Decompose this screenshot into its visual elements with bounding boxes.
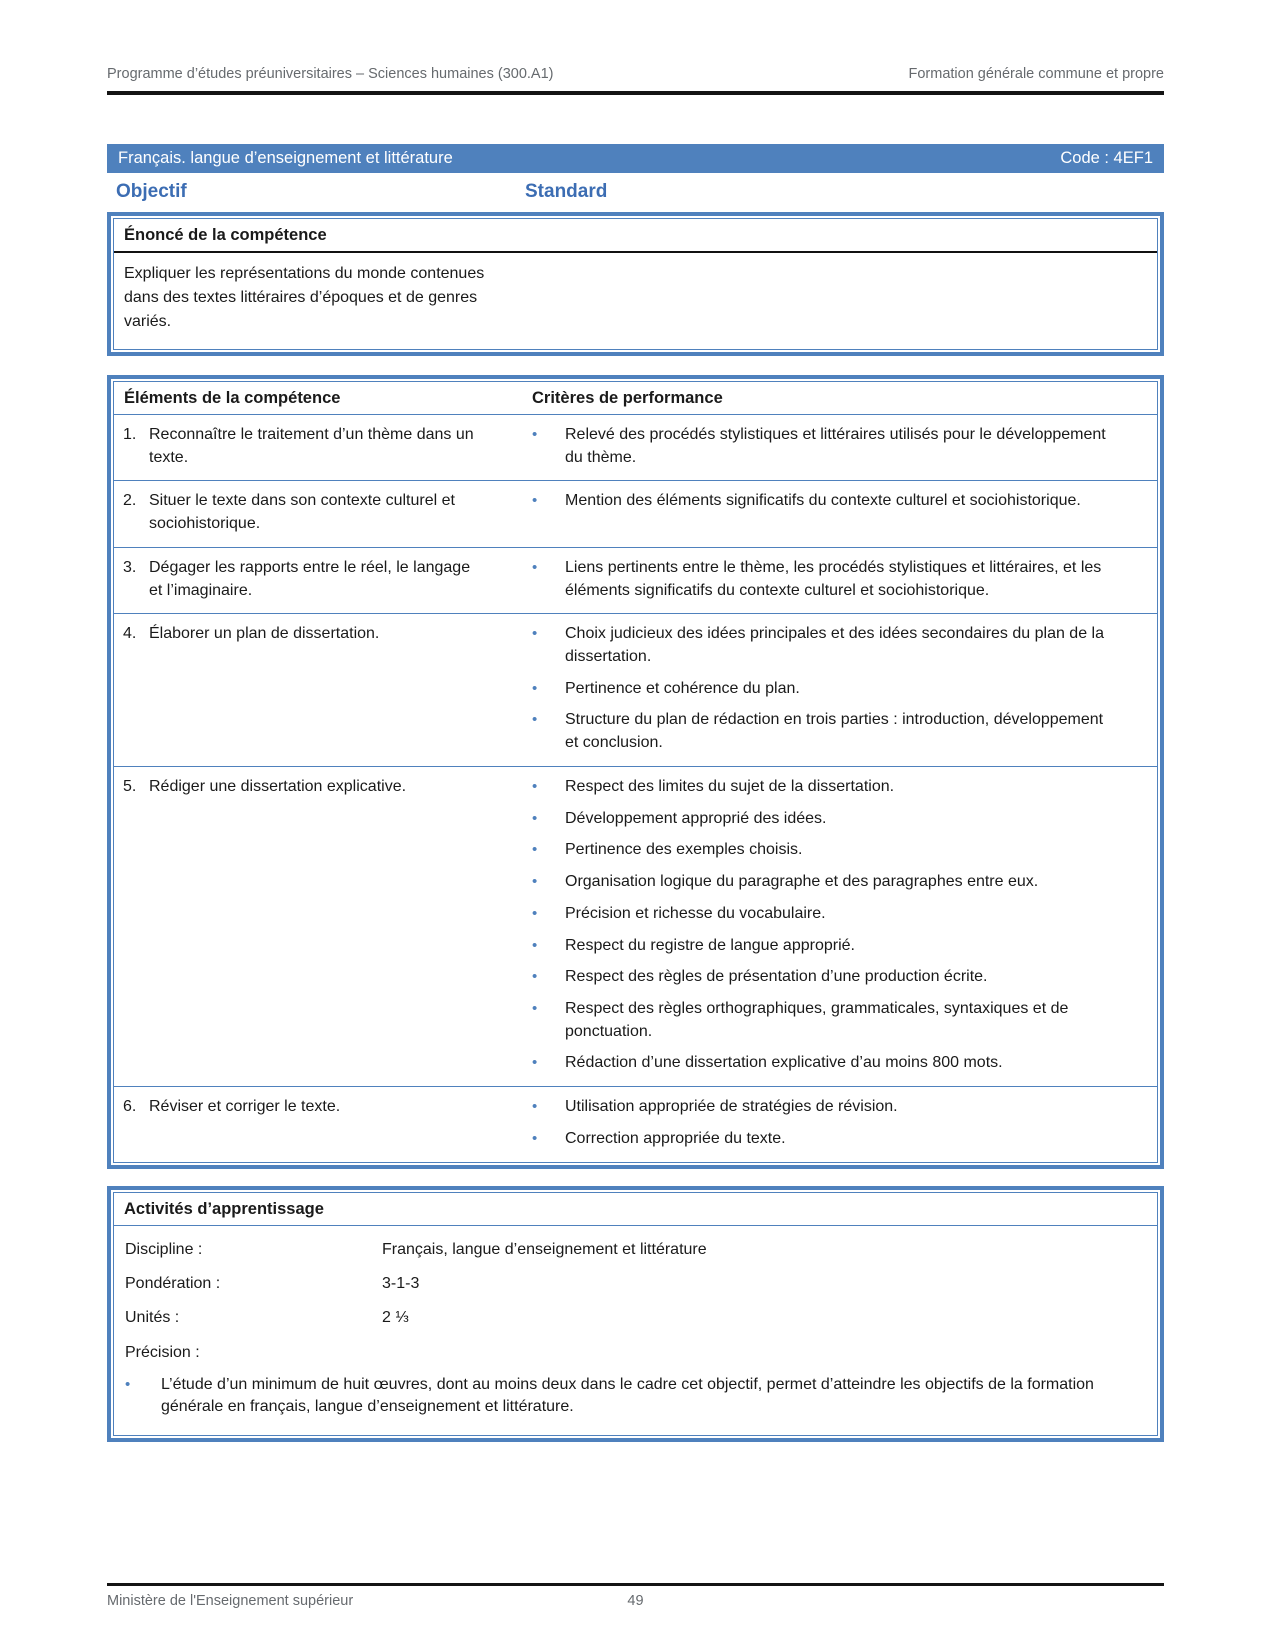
bullet-icon: • bbox=[532, 841, 538, 859]
header-left-text: Programme d’études préuniversitaires – Sciences humaines (300.A1) bbox=[107, 66, 554, 82]
criteria-item bbox=[532, 808, 1143, 831]
bullet-icon: • bbox=[532, 809, 538, 827]
criteria-text: L’étude d’un minimum de huit œuvres, dont au moins deux dans le cadre cet objectif, permet d’atteindre les objectifs de la formation générale en français, langue d’enseignement et littérature. bbox=[161, 1375, 1094, 1416]
criteria-text: Structure du plan de rédaction en trois parties : introduction, développement et conclusion. bbox=[565, 711, 1104, 752]
activites-table bbox=[107, 1186, 1164, 1442]
criteria-text: Précision et richesse du vocabulaire. bbox=[565, 904, 826, 922]
bullet-icon: • bbox=[532, 904, 538, 922]
criteres-header: Critères de performance bbox=[532, 389, 723, 407]
criteria-cell bbox=[532, 776, 1157, 1075]
criteria-text: Développement approprié des idées. bbox=[565, 809, 827, 827]
bullet-icon: • bbox=[125, 1375, 131, 1393]
objectif-heading: Objectif bbox=[116, 181, 187, 202]
criteria-text: Respect du registre de langue approprié. bbox=[565, 936, 855, 954]
element-text: Élaborer un plan de dissertation. bbox=[149, 625, 380, 643]
activity-field bbox=[114, 1264, 1157, 1298]
competence-row bbox=[114, 548, 1157, 614]
header-right-text: Formation générale commune et propre bbox=[908, 66, 1164, 82]
activity-field-value: Français, langue d’enseignement et littérature bbox=[382, 1240, 707, 1258]
page-number: 49 bbox=[627, 1593, 644, 1609]
criteria-item bbox=[532, 490, 1143, 513]
competence-row bbox=[114, 767, 1157, 1087]
competence-rows bbox=[114, 415, 1157, 1162]
criteria-text: Pertinence et cohérence du plan. bbox=[565, 679, 800, 697]
criteria-text: Pertinence des exemples choisis. bbox=[565, 841, 803, 859]
competence-row bbox=[114, 1087, 1157, 1161]
element-text: Dégager les rapports entre le réel, le langage et l’imaginaire. bbox=[149, 558, 471, 599]
bullet-icon: • bbox=[532, 426, 538, 443]
bullet-icon: • bbox=[532, 936, 538, 954]
element-number: 3. bbox=[123, 558, 137, 576]
bullet-icon: • bbox=[532, 968, 538, 986]
element-cell bbox=[114, 1096, 532, 1150]
element-cell bbox=[114, 490, 532, 535]
element-number: 6. bbox=[123, 1098, 137, 1116]
page-footer bbox=[107, 1583, 1164, 1609]
document-content bbox=[107, 144, 1164, 1442]
criteria-item bbox=[532, 903, 1143, 926]
bullet-icon: • bbox=[532, 492, 538, 510]
bullet-icon: • bbox=[532, 1054, 538, 1072]
bullet-icon: • bbox=[532, 558, 538, 576]
enonce-header: Énoncé de la compétence bbox=[114, 219, 1157, 253]
enonce-body: Expliquer les représentations du monde contenues dans des textes littéraires d’époques et de genres variés. bbox=[124, 265, 485, 330]
element-number: 1. bbox=[123, 426, 137, 443]
activity-field-value: 3-1-3 bbox=[382, 1274, 420, 1292]
criteria-text: Respect des limites du sujet de la dissertation. bbox=[565, 777, 895, 795]
activity-field-value: 2 ⅓ bbox=[382, 1308, 409, 1326]
enonce-table bbox=[107, 212, 1164, 356]
element-number: 5. bbox=[123, 777, 137, 795]
bullet-icon: • bbox=[532, 625, 538, 643]
criteria-text: Mention des éléments significatifs du contexte culturel et sociohistorique. bbox=[565, 492, 1081, 510]
element-cell bbox=[114, 776, 532, 1075]
criteria-text: Respect des règles de présentation d’une production écrite. bbox=[565, 968, 988, 986]
bullet-icon: • bbox=[532, 873, 538, 891]
criteria-cell bbox=[532, 557, 1157, 602]
criteria-text: Liens pertinents entre le thème, les procédés stylistiques et littéraires, et les éléments significatifs du contexte culturel et sociohistorique. bbox=[565, 558, 1102, 599]
element-text: Reconnaître le traitement d’un thème dans un texte. bbox=[149, 426, 474, 466]
activites-header: Activités d’apprentissage bbox=[114, 1193, 1157, 1226]
bullet-icon: • bbox=[532, 711, 538, 729]
bullet-icon: • bbox=[532, 1129, 538, 1147]
criteria-cell bbox=[532, 490, 1157, 535]
competence-table-header bbox=[114, 382, 1157, 415]
element-cell bbox=[114, 424, 532, 469]
competence-table bbox=[107, 375, 1164, 1169]
criteria-item bbox=[532, 871, 1143, 894]
precision-label: Précision : bbox=[125, 1343, 200, 1361]
activity-field bbox=[114, 1298, 1157, 1332]
activity-field bbox=[114, 1230, 1157, 1264]
precision-list bbox=[114, 1368, 1157, 1425]
criteria-item bbox=[532, 557, 1143, 602]
criteria-item bbox=[532, 623, 1143, 668]
activity-field-label: Discipline : bbox=[125, 1240, 203, 1258]
column-headings bbox=[107, 178, 1164, 212]
criteria-item bbox=[532, 1052, 1143, 1075]
criteria-item bbox=[532, 424, 1143, 469]
element-cell bbox=[114, 557, 532, 602]
criteria-text: Respect des règles orthographiques, grammaticales, syntaxiques et de ponctuation. bbox=[565, 999, 1069, 1040]
criteria-cell bbox=[532, 1096, 1157, 1150]
page-header bbox=[107, 66, 1164, 95]
bullet-icon: • bbox=[532, 999, 538, 1017]
criteria-cell bbox=[532, 424, 1157, 469]
criteria-text: Relevé des procédés stylistiques et littéraires utilisés pour le développement du thème. bbox=[565, 426, 1106, 466]
criteria-text: Choix judicieux des idées principales et des idées secondaires du plan de la dissertation. bbox=[565, 625, 1104, 666]
activites-fields bbox=[114, 1230, 1157, 1332]
criteria-item bbox=[532, 966, 1143, 989]
criteria-item bbox=[532, 998, 1143, 1043]
element-text: Situer le texte dans son contexte culturel et sociohistorique. bbox=[149, 492, 455, 533]
bullet-icon: • bbox=[532, 1098, 538, 1116]
criteria-text: Correction appropriée du texte. bbox=[565, 1129, 786, 1147]
activites-body bbox=[114, 1226, 1157, 1435]
criteria-item bbox=[532, 839, 1143, 862]
criteria-item bbox=[532, 1096, 1143, 1119]
criteria-item bbox=[532, 1128, 1143, 1151]
title-banner bbox=[107, 144, 1164, 173]
footer-left-text: Ministère de l'Enseignement supérieur bbox=[107, 1593, 354, 1609]
elements-header: Éléments de la compétence bbox=[124, 389, 341, 407]
activity-field-label: Pondération : bbox=[125, 1274, 221, 1292]
element-number: 2. bbox=[123, 492, 137, 510]
element-cell bbox=[114, 623, 532, 755]
banner-title: Français. langue d’enseignement et littérature bbox=[118, 149, 453, 167]
criteria-cell bbox=[532, 623, 1157, 755]
bullet-icon: • bbox=[532, 777, 538, 795]
element-number: 4. bbox=[123, 625, 137, 643]
criteria-text: Rédaction d’une dissertation explicative d’au moins 800 mots. bbox=[565, 1054, 1003, 1072]
element-text: Réviser et corriger le texte. bbox=[149, 1098, 341, 1116]
activity-field-label: Unités : bbox=[125, 1308, 180, 1326]
criteria-item bbox=[532, 935, 1143, 958]
criteria-item bbox=[114, 1374, 1143, 1419]
criteria-text: Utilisation appropriée de stratégies de révision. bbox=[565, 1098, 898, 1116]
competence-row bbox=[114, 481, 1157, 547]
banner-code: Code : 4EF1 bbox=[1060, 149, 1153, 167]
element-text: Rédiger une dissertation explicative. bbox=[149, 777, 407, 795]
competence-row bbox=[114, 415, 1157, 481]
criteria-item bbox=[532, 709, 1143, 754]
criteria-item bbox=[532, 678, 1143, 701]
standard-heading: Standard bbox=[525, 181, 608, 202]
competence-row bbox=[114, 614, 1157, 767]
criteria-text: Organisation logique du paragraphe et des paragraphes entre eux. bbox=[565, 873, 1039, 891]
bullet-icon: • bbox=[532, 679, 538, 697]
criteria-item bbox=[532, 776, 1143, 799]
